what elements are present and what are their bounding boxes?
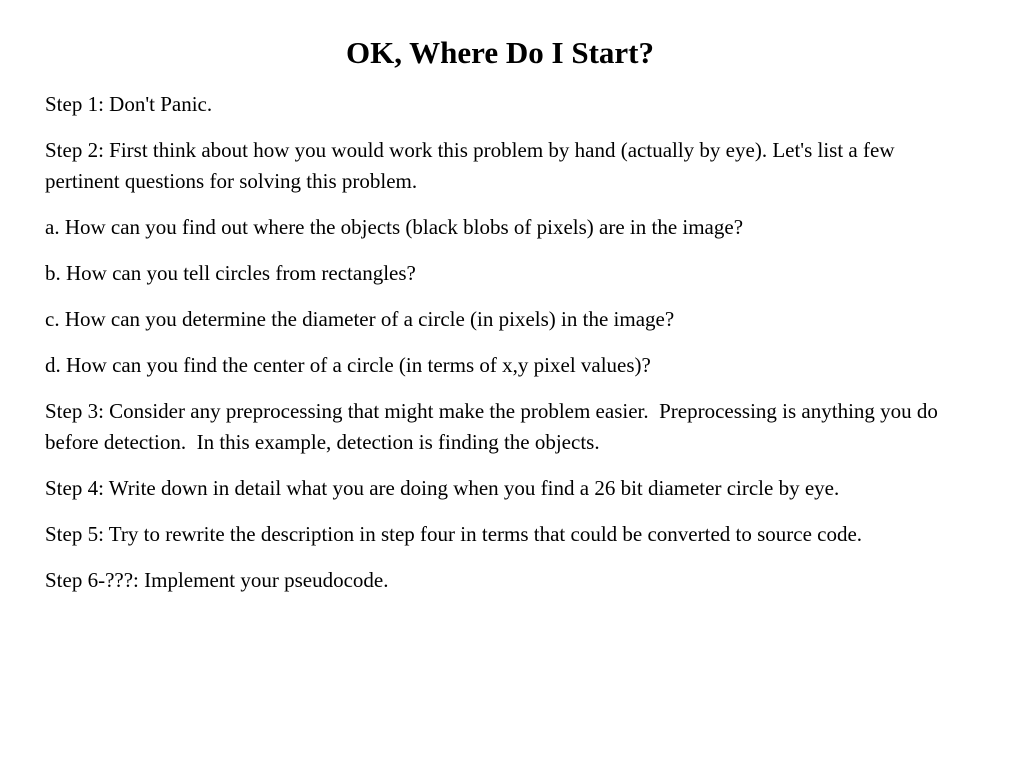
step-3-text: Step 3: Consider any preprocessing that might make the problem easier. Preprocessing is anything you do before detection. In this example, detection is finding the objects. (45, 399, 944, 454)
question-b-text: b. How can you tell circles from rectangles? (45, 261, 416, 285)
question-c-text: c. How can you determine the diameter of a circle (in pixels) in the image? (45, 307, 675, 331)
question-d-text: d. How can you find the center of a circle (in terms of x,y pixel values)? (45, 353, 651, 377)
step-1-text: Step 1: Don't Panic. (45, 92, 213, 116)
step-6-text: Step 6-???: Implement your pseudocode. (45, 568, 389, 592)
step-2-text: Step 2: First think about how you would work this problem by hand (actually by eye). Let's list a few pertinent questions for solving this problem. (45, 138, 900, 193)
slide-body (45, 89, 965, 611)
step-4-text: Step 4: Write down in detail what you are doing when you find a 26 bit diameter circle by eye. (45, 476, 840, 500)
step-5-text: Step 5: Try to rewrite the description in step four in terms that could be converted to source code. (45, 522, 863, 546)
question-a-text: a. How can you find out where the objects (black blobs of pixels) are in the image? (45, 215, 744, 239)
slide-title: OK, Where Do I Start? (346, 35, 654, 70)
